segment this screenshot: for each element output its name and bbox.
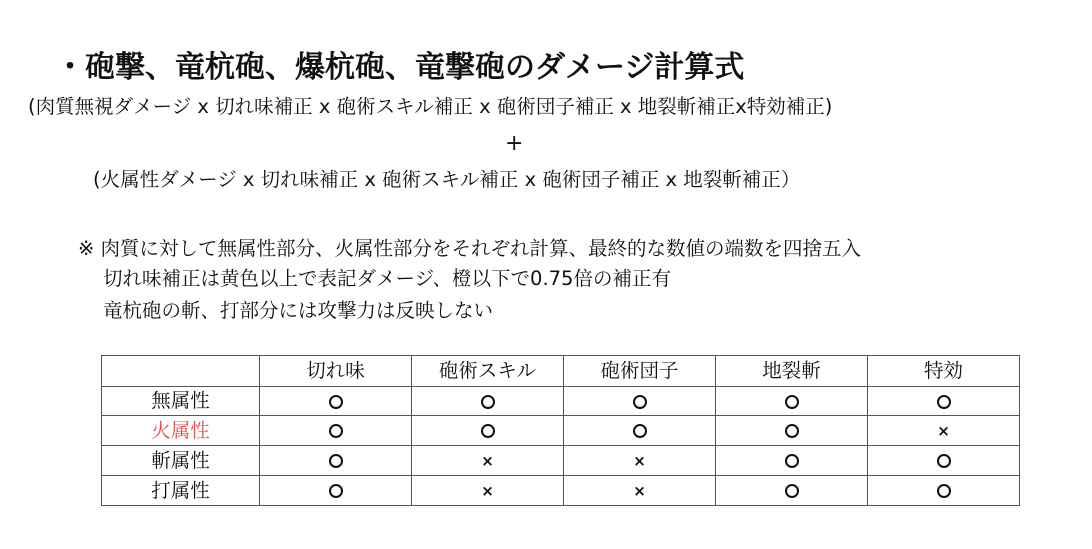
formula-line-2: (火属性ダメージ x 切れ味補正 x 砲術スキル補正 x 砲術団子補正 x 地裂斬補正） [93,168,801,191]
row-label: 打属性 [102,476,260,506]
circle-mark-icon [481,424,495,438]
table-cell [716,416,868,446]
correction-table [101,355,1020,506]
table-row [102,476,1020,506]
circle-mark-icon [633,395,647,409]
table-cell [412,416,564,446]
circle-mark-icon [937,484,951,498]
table-header-row [102,356,1020,387]
table-cell [868,416,1020,446]
table-cell [716,446,868,476]
row-label: 斬属性 [102,446,260,476]
circle-mark-icon [937,454,951,468]
circle-mark-icon [329,454,343,468]
note-2: 切れ味補正は黄色以上で表記ダメージ、橙以下で0.75倍の補正有 [103,267,671,290]
row-label: 無属性 [102,387,260,416]
note-1: ※ 肉質に対して無属性部分、火属性部分をそれぞれ計算、最終的な数値の端数を四捨五入 [78,237,862,260]
table-cell [564,446,716,476]
circle-mark-icon [785,484,799,498]
table-cell [412,387,564,416]
cross-mark-icon: × [633,482,646,500]
table-cell [412,446,564,476]
table-cell [716,387,868,416]
cross-mark-icon: × [481,482,494,500]
circle-mark-icon [785,424,799,438]
table-body [102,387,1020,506]
column-header: 地裂斬 [716,356,868,387]
plus-sign: + [505,131,524,156]
table-cell [868,387,1020,416]
circle-mark-icon [633,424,647,438]
column-header: 特効 [868,356,1020,387]
column-header: 切れ味 [260,356,412,387]
table-cell [260,416,412,446]
circle-mark-icon [785,395,799,409]
table-cell [260,387,412,416]
table-cell [260,446,412,476]
cross-mark-icon: × [481,452,494,470]
circle-mark-icon [329,424,343,438]
circle-mark-icon [785,454,799,468]
cross-mark-icon: × [937,422,950,440]
cross-mark-icon: × [633,452,646,470]
table-row [102,387,1020,416]
table-cell [564,416,716,446]
circle-mark-icon [481,395,495,409]
table-row [102,416,1020,446]
table-row [102,446,1020,476]
circle-mark-icon [937,395,951,409]
circle-mark-icon [329,484,343,498]
table-cell [564,387,716,416]
table-cell [868,476,1020,506]
column-header: 砲術団子 [564,356,716,387]
row-label: 火属性 [102,416,260,446]
table-cell [868,446,1020,476]
formula-line-1: (肉質無視ダメージ x 切れ味補正 x 砲術スキル補正 x 砲術団子補正 x 地裂斬補正x特効補正) [28,95,833,118]
note-3: 竜杭砲の斬、打部分には攻撃力は反映しない [103,299,494,322]
column-header: 砲術スキル [412,356,564,387]
table-corner-cell [102,356,260,387]
table-cell [564,476,716,506]
table-cell [260,476,412,506]
page-title: ・砲撃、竜杭砲、爆杭砲、竜撃砲のダメージ計算式 [55,50,745,85]
circle-mark-icon [329,395,343,409]
table-cell [716,476,868,506]
table-cell [412,476,564,506]
